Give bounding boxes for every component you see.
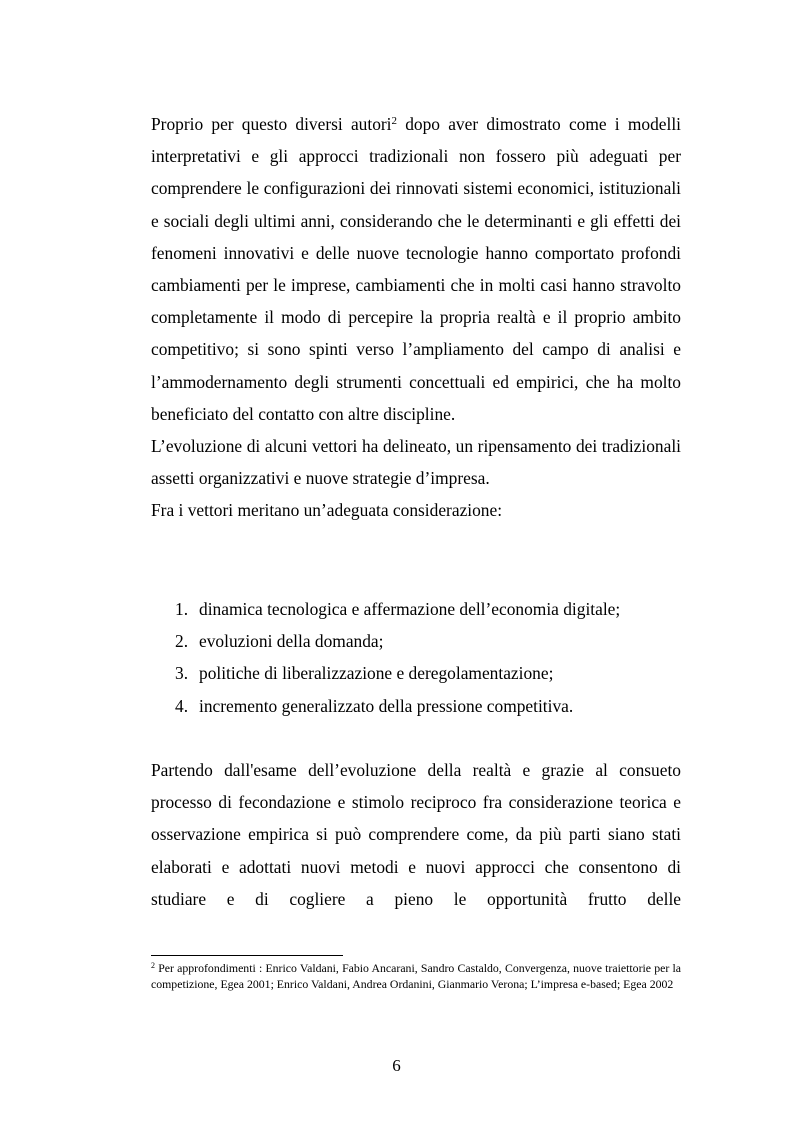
paragraph-1 [151,108,681,430]
paragraph-3: Fra i vettori meritano un’adeguata considerazione: [151,500,503,521]
footnote-separator [151,955,343,956]
paragraph-4: Partendo dall'esame dell’evoluzione della realtà e grazie al consueto processo di fecondazione e stimolo reciproco fra considerazione teorica e osservazione empirica si può comprendere come, da più parti siano stati elaborati e adottati nuovi metodi e nuovi approcci che consentono di studiare e di cogliere a pieno le opportunità frutto delle [151,760,681,909]
list-item-text: politiche di liberalizzazione e deregolamentazione; [199,663,554,684]
vectors-list [151,593,681,722]
footnote [151,961,681,992]
footnote-marker: 2 [151,961,155,970]
footnote-text: Per approfondimenti : Enrico Valdani, Fabio Ancarani, Sandro Castaldo, Convergenza, nuove traiettorie per la competizione, Egea 2001; Enrico Valdani, Andrea Ordanini, Gianmario Verona; L’impresa e-based; Egea 2002 [151,961,681,991]
body-text-top [151,108,681,527]
page-number: 6 [392,1056,401,1075]
list-item-number: 2. [175,631,189,652]
list-item [151,657,681,689]
list-item-number: 4. [175,695,189,716]
footnote-reference: 2 [391,115,398,127]
paragraph-2: L’evoluzione di alcuni vettori ha delineato, un ripensamento dei tradizionali assetti organizzativi e nuove strategie d’impresa. [151,436,681,489]
list-item-number: 1. [175,599,189,619]
body-text-bottom [151,754,681,915]
list-item [151,625,681,657]
list-item [151,593,681,625]
list-item-number: 3. [175,663,189,684]
paragraph-1-rest: dopo aver dimostrato come i modelli interpretativi e gli approcci tradizionali non fossero più adeguati per comprendere le configurazioni dei rinnovati sistemi economici, istituzionali e sociali degli ultimi anni, considerando che le determinanti e gli effetti dei fenomeni innovativi e delle nuove tecnologie hanno comportato profondi cambiamenti per le imprese, cambiamenti che in molti casi hanno stravolto completamente il modo di percepire la propria realtà e il proprio ambito competitivo; si sono spinti verso l’ampliamento del campo di analisi e l’ammodernamento degli strumenti concettuali ed empirici, che ha molto beneficiato del contatto con altre discipline. [151,114,681,424]
list-item-text: incremento generalizzato della pressione competitiva. [199,695,574,716]
list-item [151,690,681,722]
list-item-text: evoluzioni della domanda; [199,631,384,652]
list-item-text: dinamica tecnologica e affermazione dell’economia digitale; [199,599,621,619]
paragraph-1-start: Proprio per questo diversi autori [151,114,392,134]
vectors-list-block [151,593,681,722]
